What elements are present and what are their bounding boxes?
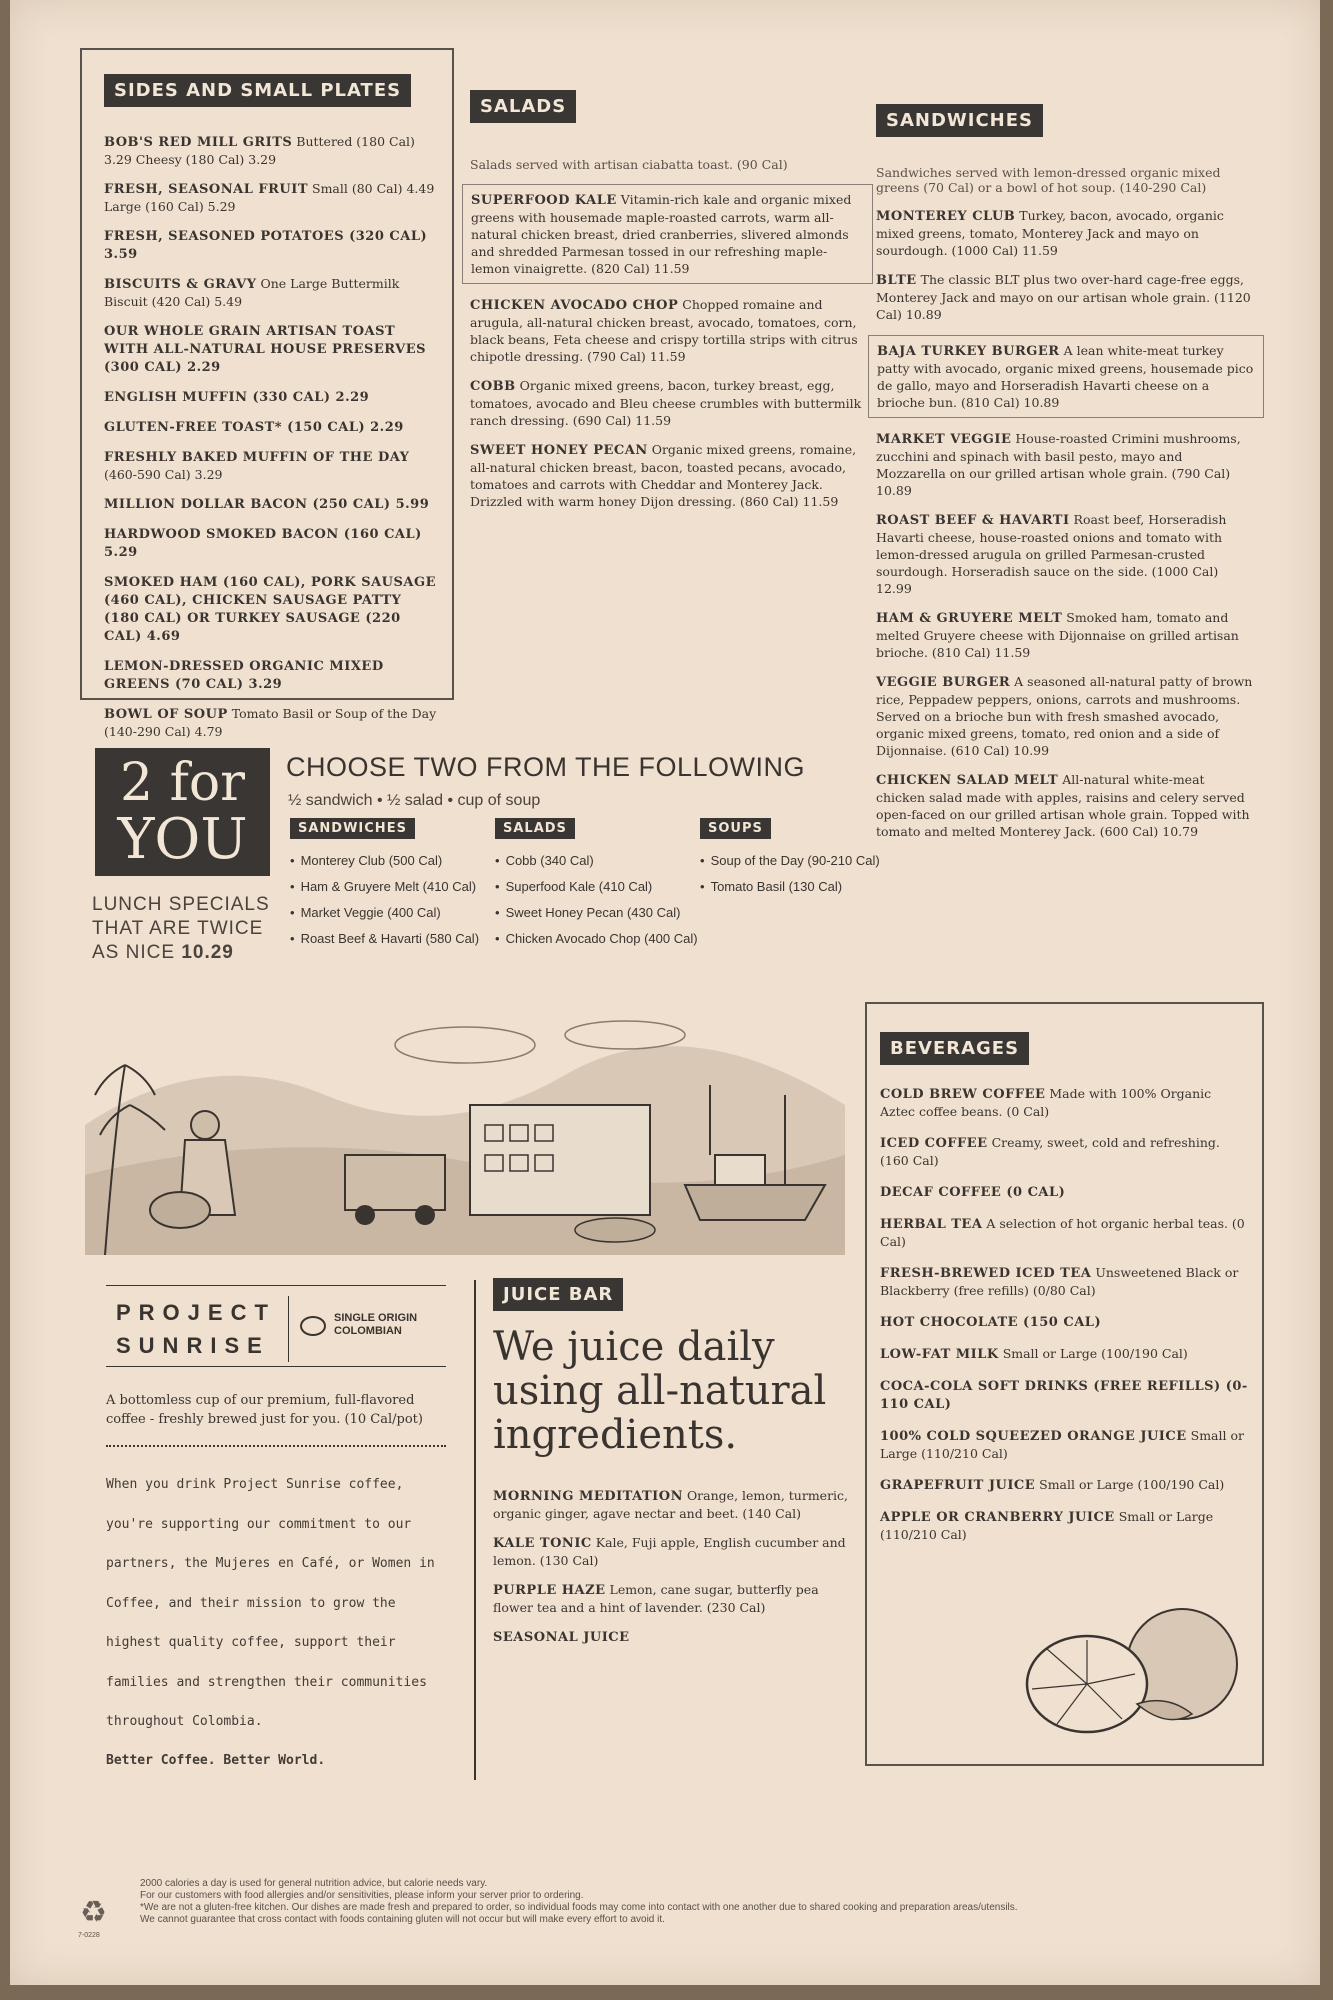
menu-item-name: HAM & GRUYERE MELT bbox=[876, 611, 1063, 626]
juice-bar-section bbox=[493, 1278, 853, 1658]
two-for-you-soups-list bbox=[700, 853, 890, 894]
project-sunrise-intro: A bottomless cup of our premium, full-flavored coffee - freshly brewed just for you. (10 Cal/pot) bbox=[106, 1393, 423, 1427]
tagline-line2: THAT ARE TWICE bbox=[92, 918, 264, 939]
footer-notes bbox=[140, 1878, 1290, 1926]
two-for-you-tagline bbox=[92, 893, 270, 965]
menu-item bbox=[104, 495, 438, 513]
menu-item-name: MORNING MEDITATION bbox=[493, 1489, 683, 1504]
menu-item-desc: Roast beef, Horseradish Havarti cheese, house-roasted onions and tomato with lemon-dressed arugula on grilled Parmesan-crusted sourdough. Horseradish sauce on the side. (1000 Cal) 12.99 bbox=[876, 512, 1227, 596]
menu-item bbox=[880, 1264, 1248, 1299]
menu-item-name: LOW-FAT MILK bbox=[880, 1347, 999, 1362]
menu-item-name: LEMON-DRESSED ORGANIC MIXED GREENS (70 CAL) 3.29 bbox=[104, 659, 384, 692]
menu-item-name: DECAF COFFEE (0 CAL) bbox=[880, 1185, 1066, 1200]
footer-line2: For our customers with food allergies and/or sensitivities, please inform your server prior to ordering. bbox=[140, 1890, 584, 1901]
sandwiches-section bbox=[876, 104, 1256, 852]
menu-item-name: 100% COLD SQUEEZED ORANGE JUICE bbox=[880, 1429, 1187, 1444]
menu-item bbox=[880, 1085, 1248, 1120]
menu-item bbox=[876, 771, 1256, 840]
menu-item-desc: Kale, Fuji apple, English cucumber and lemon. (130 Cal) bbox=[493, 1535, 846, 1568]
menu-item-desc: Made with 100% Organic Aztec coffee beans. (0 Cal) bbox=[880, 1086, 1212, 1119]
menu-item-desc: Small (80 Cal) 4.49 Large (160 Cal) 5.29 bbox=[104, 181, 435, 214]
special-option: • Monterey Club (500 Cal) bbox=[290, 853, 490, 868]
menu-item-desc: House-roasted Crimini mushrooms, zucchini and spinach with basil pesto, mayo and Mozzarella on our grilled artisan whole grain. (790 Cal) 10.89 bbox=[876, 431, 1241, 498]
menu-item-desc: Unsweetened Black or Blackberry (free refills) (0/80 Cal) bbox=[880, 1265, 1239, 1298]
menu-item-name: MILLION DOLLAR BACON (250 CAL) 5.99 bbox=[104, 497, 430, 512]
menu-item-name: COLD BREW COFFEE bbox=[880, 1087, 1046, 1102]
menu-item-desc: Orange, lemon, turmeric, organic ginger, agave nectar and beet. (140 Cal) bbox=[493, 1488, 849, 1521]
menu-item bbox=[104, 388, 438, 406]
menu-item-desc: Tomato Basil or Soup of the Day (140-290 Cal) 4.79 bbox=[104, 706, 437, 739]
salads-title: SALADS bbox=[470, 90, 576, 123]
menu-item-name: FRESHLY BAKED MUFFIN OF THE DAY bbox=[104, 450, 410, 465]
project-sunrise-badge bbox=[334, 1312, 417, 1338]
menu-item bbox=[876, 673, 1256, 759]
salads-list bbox=[470, 184, 865, 510]
menu-item bbox=[104, 448, 438, 483]
menu-item bbox=[462, 184, 873, 284]
menu-item-name: HARDWOOD SMOKED BACON (160 CAL) 5.29 bbox=[104, 527, 422, 560]
menu-item bbox=[493, 1581, 853, 1616]
menu-item-desc: Turkey, bacon, avocado, organic mixed greens, tomato, Monterey Jack and mayo on sourdough. (1000 Cal) 11.59 bbox=[876, 208, 1224, 258]
menu-item-name: FRESH, SEASONED POTATOES (320 CAL) 3.59 bbox=[104, 229, 428, 262]
menu-item-desc: Buttered (180 Cal) 3.29 Cheesy (180 Cal) 3.29 bbox=[104, 134, 415, 167]
menu-item bbox=[880, 1215, 1248, 1250]
menu-item bbox=[470, 441, 865, 510]
menu-item-desc: One Large Buttermilk Biscuit (420 Cal) 5.49 bbox=[104, 276, 400, 309]
sandwiches-title: SANDWICHES bbox=[876, 104, 1043, 137]
sides-title: SIDES AND SMALL PLATES bbox=[104, 74, 411, 107]
project-sunrise-closing: Better Coffee. Better World. bbox=[106, 1752, 326, 1768]
beverages-list bbox=[880, 1085, 1248, 1543]
menu-item-name: APPLE OR CRANBERRY JUICE bbox=[880, 1510, 1115, 1525]
menu-item-desc: A seasoned all-natural patty of brown rice, Peppadew peppers, onions, carrots and mushrooms. Served on a brioche bun with fresh smashed avocado, organic mixed greens, tomato, red onion and a side of Dijonnaise. (610 Cal) 10.99 bbox=[876, 674, 1253, 758]
menu-item bbox=[470, 296, 865, 365]
coffee-farm-illustration bbox=[85, 1005, 845, 1255]
menu-item bbox=[104, 180, 438, 215]
two-for-you-soups-title: SOUPS bbox=[700, 818, 771, 839]
two-for-you-logo-top: 2 for bbox=[119, 753, 246, 813]
menu-item bbox=[880, 1313, 1248, 1331]
special-option: • Roast Beef & Havarti (580 Cal) bbox=[290, 931, 490, 946]
tagline-line1: LUNCH SPECIALS bbox=[92, 894, 270, 915]
menu-item-name: FRESH-BREWED ICED TEA bbox=[880, 1266, 1092, 1281]
menu-item-name: HOT CHOCOLATE (150 CAL) bbox=[880, 1315, 1102, 1330]
menu-code: 7-0228 bbox=[78, 1932, 100, 1939]
menu-item-name: SWEET HONEY PECAN bbox=[470, 443, 648, 458]
badge-line2: COLOMBIAN bbox=[334, 1325, 402, 1337]
menu-item bbox=[104, 322, 438, 376]
menu-item-name: CHICKEN AVOCADO CHOP bbox=[470, 298, 679, 313]
two-for-you-heading: CHOOSE TWO FROM THE FOLLOWING bbox=[286, 752, 806, 782]
dotted-divider bbox=[106, 1445, 446, 1447]
menu-page bbox=[10, 0, 1320, 1985]
menu-item-name: SEASONAL JUICE bbox=[493, 1630, 630, 1645]
menu-item bbox=[876, 207, 1256, 259]
special-option: • Sweet Honey Pecan (430 Cal) bbox=[495, 905, 705, 920]
menu-item bbox=[880, 1377, 1248, 1413]
footer-line4: We cannot guarantee that cross contact with foods containing gluten will not occur but will make every effort to avoid it. bbox=[140, 1914, 665, 1925]
menu-item-desc: Organic mixed greens, bacon, turkey breast, egg, tomatoes, avocado and Bleu cheese crumbles with buttermilk ranch dressing. (690 Cal) 11.59 bbox=[470, 378, 862, 428]
menu-item-name: SMOKED HAM (160 CAL), PORK SAUSAGE (460 CAL), CHICKEN SAUSAGE PATTY (180 CAL) OR TURKEY SAUSAGE (220 CAL) 4.69 bbox=[104, 575, 437, 644]
menu-item-name: SUPERFOOD KALE bbox=[471, 193, 617, 208]
menu-item-desc: Vitamin-rich kale and organic mixed greens with housemade maple-roasted carrots, warm all-natural chicken breast, dried cranberries, slivered almonds and shredded Parmesan tossed in our refreshing maple-lemon vinaigrette. (820 Cal) 11.59 bbox=[471, 192, 852, 276]
menu-item bbox=[876, 271, 1256, 323]
menu-item-desc: Small or Large (100/190 Cal) bbox=[1039, 1477, 1225, 1492]
menu-item-name: ENGLISH MUFFIN (330 CAL) 2.29 bbox=[104, 390, 370, 405]
salads-note: Salads served with artisan ciabatta toast. (90 Cal) bbox=[470, 157, 788, 172]
menu-item-desc: Organic mixed greens, romaine, all-natural chicken breast, bacon, toasted pecans, avocado, tomatoes and carrots with Cheddar and Monterey Jack. Drizzled with warm honey Dijon dressing. (860 Cal) 11.59 bbox=[470, 442, 857, 509]
menu-item-name: OUR WHOLE GRAIN ARTISAN TOAST WITH ALL-NATURAL HOUSE PRESERVES (300 CAL) 2.29 bbox=[104, 324, 427, 375]
menu-item-name: MONTEREY CLUB bbox=[876, 209, 1016, 224]
two-for-you-sandwiches-title: SANDWICHES bbox=[290, 818, 415, 839]
citrus-illustration bbox=[1017, 1604, 1247, 1744]
two-for-you-logo bbox=[95, 748, 270, 876]
menu-item bbox=[493, 1628, 853, 1646]
menu-item-name: BOWL OF SOUP bbox=[104, 707, 228, 722]
menu-item-name: COBB bbox=[470, 379, 516, 394]
sides-list bbox=[104, 133, 438, 740]
menu-item-name: COCA-COLA SOFT DRINKS (FREE REFILLS) (0-110 CAL) bbox=[880, 1379, 1248, 1412]
menu-item bbox=[876, 609, 1256, 661]
two-for-you-salads-col bbox=[495, 817, 705, 957]
menu-item bbox=[868, 335, 1264, 418]
menu-item-name: GLUTEN-FREE TOAST* (150 CAL) 2.29 bbox=[104, 420, 404, 435]
menu-item bbox=[104, 525, 438, 561]
coffee-bean-icon bbox=[300, 1316, 326, 1336]
tagline-line3: AS NICE bbox=[92, 942, 176, 963]
project-sunrise-title-line2: SUNRISE bbox=[116, 1333, 270, 1358]
menu-item-name: PURPLE HAZE bbox=[493, 1583, 606, 1598]
menu-item bbox=[470, 377, 865, 429]
menu-item bbox=[104, 705, 438, 740]
menu-item-desc: A selection of hot organic herbal teas. (0 Cal) bbox=[880, 1216, 1245, 1249]
two-for-you-subheading: ½ sandwich • ½ salad • cup of soup bbox=[288, 792, 541, 809]
juice-list bbox=[493, 1487, 853, 1646]
menu-item-desc: A lean white-meat turkey patty with avocado, organic mixed greens, housemade pico de gallo, mayo and Horseradish Havarti cheese on a brioche bun. (810 Cal) 10.89 bbox=[877, 343, 1254, 410]
juice-bar-title: JUICE BAR bbox=[493, 1278, 623, 1311]
menu-item bbox=[493, 1534, 853, 1569]
recycle-icon: ♻ bbox=[80, 1895, 107, 1930]
special-option: • Cobb (340 Cal) bbox=[495, 853, 705, 868]
juice-bar-headline: We juice daily using all-natural ingredients. bbox=[493, 1324, 827, 1458]
menu-item-desc: Smoked ham, tomato and melted Gruyere cheese with Dijonnaise on grilled artisan brioche. (810 Cal) 11.59 bbox=[876, 610, 1239, 660]
two-for-you-sandwiches-list bbox=[290, 853, 490, 946]
menu-item bbox=[880, 1134, 1248, 1169]
menu-item bbox=[104, 418, 438, 436]
two-for-you-logo-bottom: YOU bbox=[117, 807, 248, 872]
menu-item-name: ICED COFFEE bbox=[880, 1136, 988, 1151]
salads-section bbox=[470, 90, 865, 522]
special-option: • Chicken Avocado Chop (400 Cal) bbox=[495, 931, 705, 946]
menu-item-desc: Small or Large (110/210 Cal) bbox=[880, 1509, 1214, 1542]
two-for-you-price: 10.29 bbox=[181, 942, 234, 963]
badge-line1: SINGLE ORIGIN bbox=[334, 1312, 418, 1324]
menu-item-name: BLTE bbox=[876, 273, 917, 288]
menu-item-name: ROAST BEEF & HAVARTI bbox=[876, 513, 1070, 528]
menu-item-name: BOB'S RED MILL GRITS bbox=[104, 135, 293, 150]
menu-item-desc: Small or Large (110/210 Cal) bbox=[880, 1428, 1244, 1461]
two-for-you-salads-title: SALADS bbox=[495, 818, 575, 839]
project-sunrise-body: When you drink Project Sunrise coffee, you're supporting our commitment to our partners, the Mujeres en Café, or Women in Coffee, and their mission to grow the highest quality coffee, support their families and strengthen their communities throughout Colombia. bbox=[106, 1477, 435, 1729]
special-option: • Market Veggie (400 Cal) bbox=[290, 905, 490, 920]
project-sunrise-title-line1: PROJECT bbox=[116, 1300, 276, 1325]
menu-item-desc: All-natural white-meat chicken salad made with apples, raisins and celery served open-faced on our grilled artisan whole grain. Topped with tomato and melted Monterey Jack. (600 Cal) 10.79 bbox=[876, 772, 1250, 839]
tagline-line3-wrap bbox=[92, 941, 270, 965]
menu-item bbox=[493, 1487, 853, 1522]
beverages-box bbox=[865, 1002, 1264, 1766]
menu-item bbox=[880, 1427, 1248, 1462]
menu-item-name: VEGGIE BURGER bbox=[876, 675, 1011, 690]
menu-item bbox=[876, 511, 1256, 597]
project-sunrise-header bbox=[106, 1285, 446, 1367]
project-sunrise-title bbox=[116, 1296, 289, 1362]
menu-item-name: FRESH, SEASONAL FRUIT bbox=[104, 182, 309, 197]
sides-box bbox=[80, 48, 454, 739]
vertical-divider bbox=[474, 1280, 476, 1780]
menu-item bbox=[104, 227, 438, 263]
special-option: • Soup of the Day (90-210 Cal) bbox=[700, 853, 890, 868]
menu-item-desc: The classic BLT plus two over-hard cage-free eggs, Monterey Jack and mayo on our artisan whole grain. (1120 Cal) 10.89 bbox=[876, 272, 1251, 322]
beverages-title: BEVERAGES bbox=[880, 1032, 1029, 1065]
menu-item-desc: Chopped romaine and arugula, all-natural chicken breast, avocado, tomatoes, corn, black beans, Feta cheese and crispy tortilla strips with citrus chipotle dressing. (790 Cal) 11.59 bbox=[470, 297, 858, 364]
project-sunrise-section bbox=[106, 1285, 446, 1772]
special-option: • Superfood Kale (410 Cal) bbox=[495, 879, 705, 894]
menu-item-name: GRAPEFRUIT JUICE bbox=[880, 1478, 1036, 1493]
menu-item bbox=[880, 1476, 1248, 1494]
menu-item bbox=[880, 1508, 1248, 1543]
menu-item bbox=[104, 133, 438, 168]
menu-item-name: CHICKEN SALAD MELT bbox=[876, 773, 1059, 788]
menu-item bbox=[104, 275, 438, 310]
special-option: • Tomato Basil (130 Cal) bbox=[700, 879, 890, 894]
menu-item bbox=[880, 1345, 1248, 1363]
menu-item bbox=[876, 430, 1256, 499]
menu-item bbox=[104, 657, 438, 693]
menu-item-name: HERBAL TEA bbox=[880, 1217, 983, 1232]
footer-line3: *We are not a gluten-free kitchen. Our dishes are made fresh and prepared to order, so individual foods may come into contact with one another due to shared cooking and preparation areas/utensils. bbox=[140, 1902, 1018, 1913]
menu-item bbox=[104, 573, 438, 645]
footer-line1: 2000 calories a day is used for general nutrition advice, but calorie needs vary. bbox=[140, 1878, 488, 1889]
menu-item-name: BAJA TURKEY BURGER bbox=[877, 344, 1060, 359]
menu-item-name: KALE TONIC bbox=[493, 1536, 592, 1551]
sandwiches-note: Sandwiches served with lemon-dressed organic mixed greens (70 Cal) or a bowl of hot soup. (140-290 Cal) bbox=[876, 165, 1221, 195]
special-option: • Ham & Gruyere Melt (410 Cal) bbox=[290, 879, 490, 894]
menu-item-name: BISCUITS & GRAVY bbox=[104, 277, 257, 292]
sandwiches-list bbox=[876, 207, 1256, 840]
two-for-you-sandwiches-col bbox=[290, 817, 490, 957]
menu-item bbox=[880, 1183, 1248, 1201]
menu-item-desc: (460-590 Cal) 3.29 bbox=[104, 467, 223, 482]
two-for-you-salads-list bbox=[495, 853, 705, 946]
menu-item-desc: Creamy, sweet, cold and refreshing. (160 Cal) bbox=[880, 1135, 1220, 1168]
menu-item-name: MARKET VEGGIE bbox=[876, 432, 1012, 447]
menu-item-desc: Small or Large (100/190 Cal) bbox=[1002, 1346, 1188, 1361]
two-for-you-soups-col bbox=[700, 817, 890, 905]
menu-item-desc: Lemon, cane sugar, butterfly pea flower tea and a hint of lavender. (230 Cal) bbox=[493, 1582, 819, 1615]
